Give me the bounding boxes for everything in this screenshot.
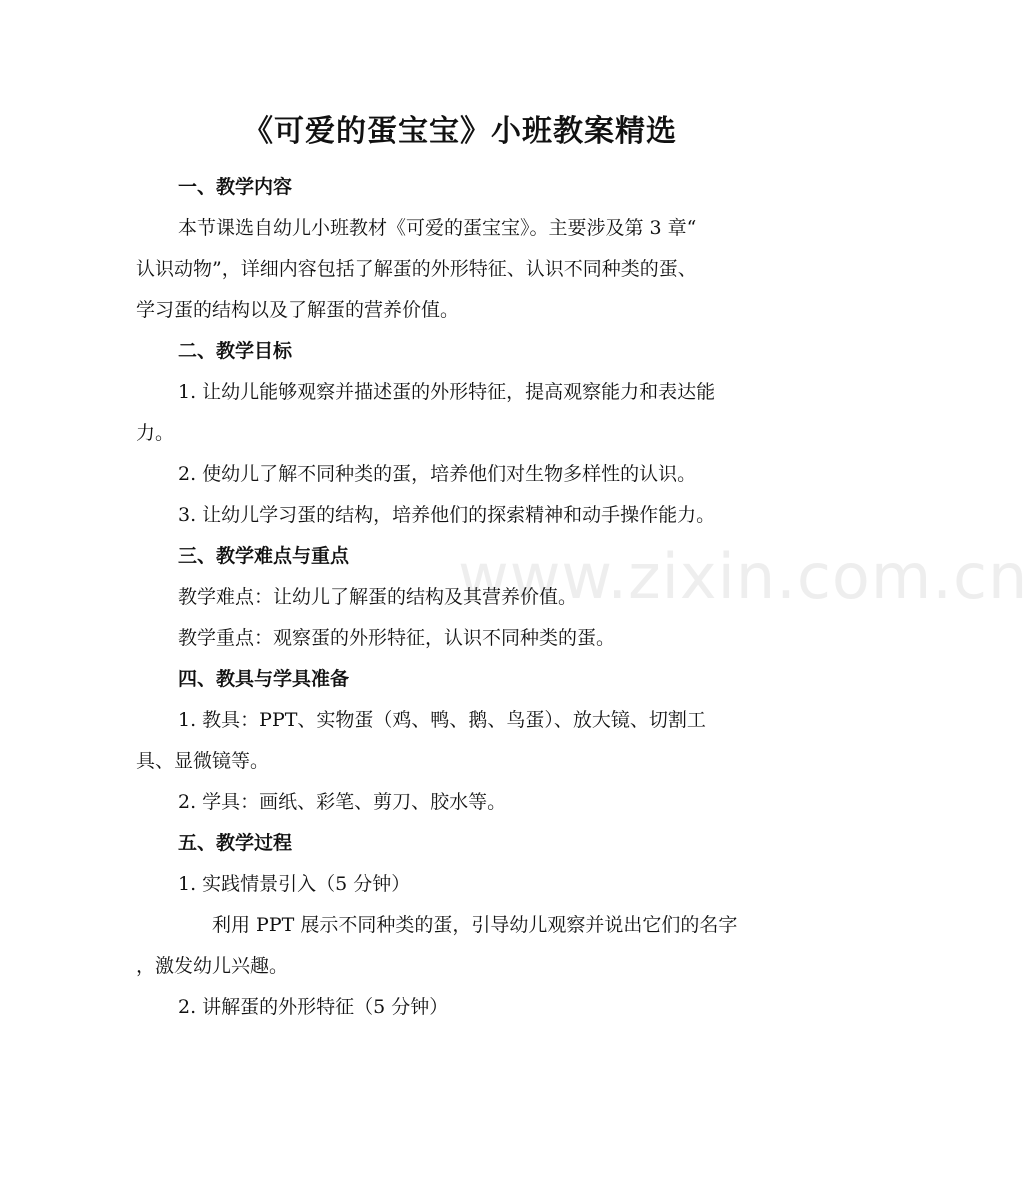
list-item: 3. 让幼儿学习蛋的结构，培养他们的探索精神和动手操作能力。 — [178, 504, 716, 526]
paragraph-line: 教学重点：观察蛋的外形特征，认识不同种类的蛋。 — [178, 627, 616, 649]
paragraph-line: 教学难点：让幼儿了解蛋的结构及其营养价值。 — [178, 586, 578, 608]
list-item: 1. 实践情景引入（5 分钟） — [178, 873, 411, 895]
section-heading-materials: 四、教具与学具准备 — [178, 668, 350, 690]
section-heading-difficulties: 三、教学难点与重点 — [178, 545, 350, 567]
document-title: 《可爱的蛋宝宝》小班教案精选 — [243, 114, 677, 149]
paragraph-line: 本节课选自幼儿小班教材《可爱的蛋宝宝》。主要涉及第 3 章“ — [178, 217, 697, 239]
list-item: 2. 使幼儿了解不同种类的蛋，培养他们对生物多样性的认识。 — [178, 463, 697, 485]
section-heading-content: 一、教学内容 — [178, 176, 293, 198]
list-item: 2. 讲解蛋的外形特征（5 分钟） — [178, 996, 449, 1018]
paragraph-line: 利用 PPT 展示不同种类的蛋，引导幼儿观察并说出它们的名字 — [212, 914, 738, 936]
section-heading-process: 五、教学过程 — [178, 832, 293, 854]
section-heading-objectives: 二、教学目标 — [178, 340, 293, 362]
paragraph-line: ，激发幼儿兴趣。 — [136, 955, 289, 977]
list-item: 1. 让幼儿能够观察并描述蛋的外形特征，提高观察能力和表达能 — [178, 381, 716, 403]
list-item-continuation: 具、显微镜等。 — [136, 750, 270, 772]
list-item: 1. 教具：PPT、实物蛋（鸡、鸭、鹅、鸟蛋）、放大镜、切割工 — [178, 709, 706, 731]
paragraph-line: 学习蛋的结构以及了解蛋的营养价值。 — [136, 299, 460, 321]
list-item-continuation: 力。 — [136, 422, 175, 444]
watermark: www.zixin.com.cn — [458, 540, 1028, 613]
paragraph-line: 认识动物”，详细内容包括了解蛋的外形特征、认识不同种类的蛋、 — [136, 258, 697, 280]
list-item: 2. 学具：画纸、彩笔、剪刀、胶水等。 — [178, 791, 507, 813]
